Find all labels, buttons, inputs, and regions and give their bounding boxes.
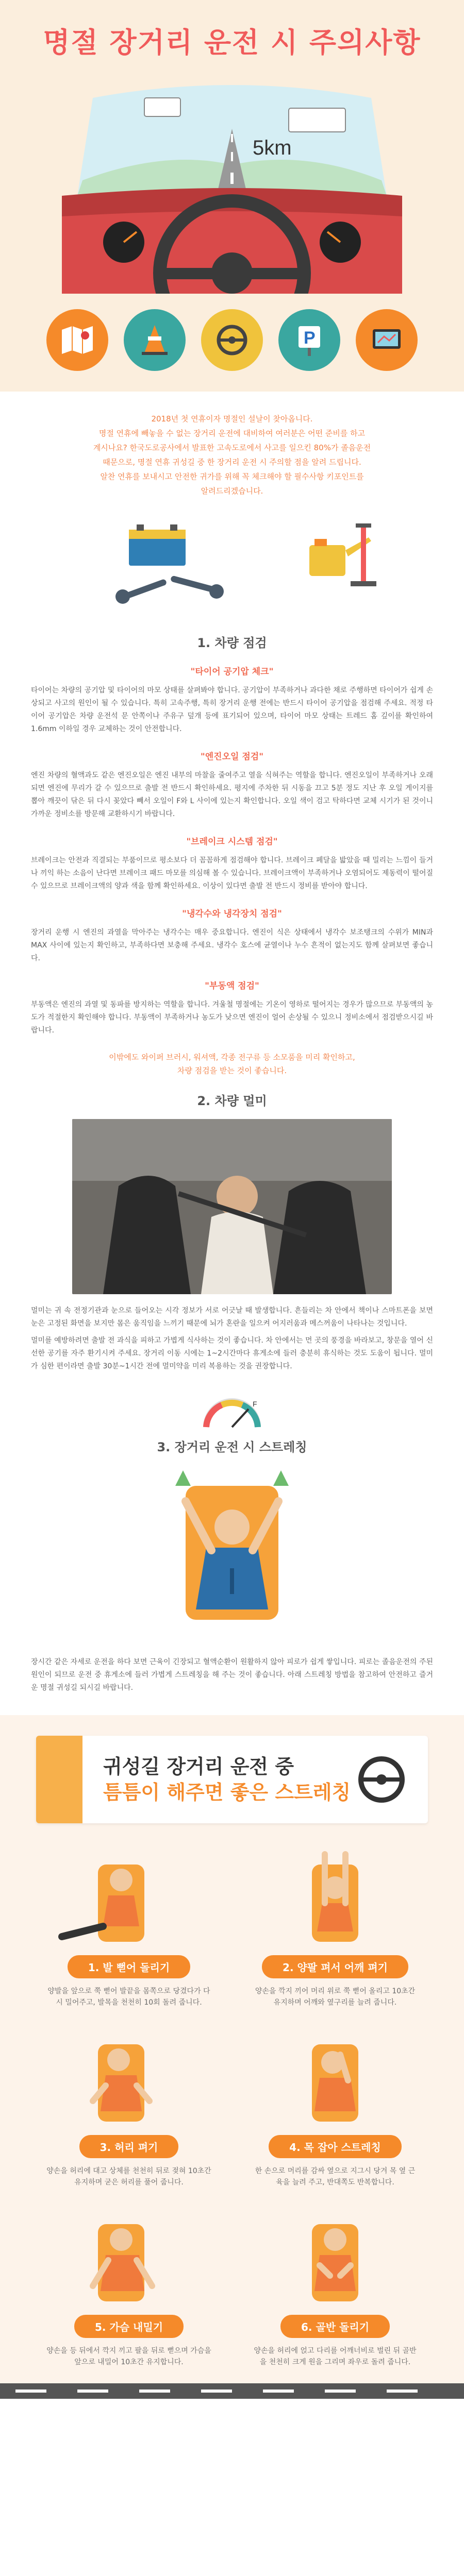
banner-line: 틈틈이 해주면 좋은 스트레칭 — [103, 1781, 351, 1804]
item-text: 브레이크는 안전과 직결되는 부품이므로 평소보다 더 꼼꼼하게 점검해야 합니다. 브레이크 페달을 밟았을 때 밀리는 느낌이 들거나 끼익 하는 소음이 난다면 브레이크 패드 마모를 의심해 볼 수 있습니다. 브레이크액이 부족하거나 오염되어도 제동력이 떨어질 수 있으므로 브레이크액의 양과 색을 함께 확인하세요. 이상이 있다면 출발 전 반드시 정비를 받아야 합니다. — [31, 856, 433, 890]
section-text: 멀미는 귀 속 전정기관과 눈으로 들어오는 시각 정보가 서로 어긋날 때 발생합니다. 흔들리는 차 안에서 책이나 스마트폰을 보면 눈은 고정된 화면을 보지만 몸은 움직임을 느끼기 때문에 뇌가 혼란을 일으켜 어지러움과 메스꺼움이 나타나는 것입니다. — [31, 1307, 433, 1328]
stretch-figure-icon — [242, 2204, 428, 2312]
highlight-note — [31, 1050, 433, 1077]
car-dashboard-illustration — [62, 77, 402, 294]
hero-icon-row — [0, 309, 464, 371]
highlight-line: 이밖에도 와이퍼 브러시, 워셔액, 각종 전구류 등 소모품을 미리 확인하고, — [109, 1053, 355, 1062]
stretch-desc: 양손을 허리에 대고 상체를 천천히 뒤로 젖혀 10초간 유지하며 굳은 허리를 풀어 줍니다. — [46, 2167, 211, 2187]
highlight-line: 차량 점검을 받는 것이 좋습니다. — [177, 1066, 287, 1075]
sign-board-icon — [144, 98, 180, 116]
stretch-figure-icon — [36, 1844, 222, 1952]
intro-line: 2018년 첫 연휴이자 명절인 설날이 찾아옵니다. — [151, 414, 313, 423]
steering-wheel-icon — [201, 309, 263, 371]
item-text: 부동액은 엔진의 과열 및 동파를 방지하는 역할을 합니다. 겨울철 명절에는 기온이 영하로 떨어지는 경우가 많으므로 부동액의 농도가 적절한지 확인해야 합니다. 부동액이 부족하거나 농도가 낮으면 엔진이 얼어 손상될 수 있으니 정비소에서 점검받으시길 바랍니다. — [31, 1001, 433, 1035]
steering-wheel-icon — [356, 1754, 407, 1805]
car-seat-photo — [72, 1119, 392, 1294]
gauge-label: F — [253, 1400, 257, 1408]
item-title: "냉각수와 냉각장치 점검" — [182, 909, 282, 919]
fuel-gauge-icon — [0, 1394, 464, 1432]
stretch-title: 6. 골반 돌리기 — [280, 2315, 390, 2338]
stretch-title: 1. 발 뻗어 돌리기 — [68, 1955, 190, 1978]
stretch-title: 4. 목 잡아 스트레칭 — [269, 2135, 402, 2158]
item-text: 장거리 운행 시 엔진의 과열을 막아주는 냉각수는 매우 중요합니다. 엔진이 식은 상태에서 냉각수 보조탱크의 수위가 MIN과 MAX 사이에 있는지 확인하고, 부족하다면 보충해 주세요. 냉각수 호스에 균열이나 누수 흔적이 없는지도 함께 살펴보면 좋습니다. — [31, 928, 433, 962]
stretch-title: 5. 가슴 내밀기 — [74, 2315, 184, 2338]
map-icon — [46, 309, 108, 371]
traffic-cone-icon — [124, 309, 186, 371]
intro-section — [0, 392, 464, 509]
page-title: 명절 장거리 운전 시 주의사항 — [43, 26, 421, 59]
section-title: 2. 차량 멀미 — [197, 1094, 267, 1108]
intro-line: 계시나요? 한국도로공사에서 발표한 고속도로에서 사고를 일으킨 80%가 졸음운전 — [93, 443, 371, 452]
stretch-title: 3. 허리 펴기 — [79, 2135, 179, 2158]
parking-sign-icon — [278, 309, 340, 371]
hero-section — [0, 0, 464, 392]
stretching-infographic — [0, 1715, 464, 2399]
stretch-title: 2. 양팔 펴서 어깨 펴기 — [262, 1955, 408, 1978]
intro-line: 명절 연휴에 빼놓을 수 없는 장거리 운전에 대비하여 여러분은 어떤 준비를 하고 — [98, 429, 366, 438]
stretch-desc: 양발을 앞으로 쭉 뻗어 발끝을 몸쪽으로 당겼다가 다시 밀어주고, 발목을 천천히 10회 돌려 줍니다. — [47, 1987, 210, 2007]
stretch-figure-icon — [242, 2024, 428, 2132]
battery-icon — [129, 524, 186, 566]
stretch-figure-icon — [242, 1844, 428, 1952]
car-maintenance-illustration — [0, 509, 464, 638]
item-title: "부동액 점검" — [205, 981, 259, 991]
sat-nav-icon — [356, 309, 418, 371]
item-text: 타이어는 차량의 공기압 및 타이어의 마모 상태를 살펴봐야 합니다. 공기압이 부족하거나 과다한 채로 주행하면 타이어가 쉽게 손상되고 사고의 원인이 될 수 있습니다. 특히 고속주행, 특히 장거리 운행 전에는 반드시 타이어 공기압을 점검해 주세요. 적정 타이어 공기압은 차량 운전석 문 안쪽이나 주유구 덮개 등에 표기되어 있으며, 타이어 마모 상태는 트레드 홈 깊이를 확인하여 1.6mm 이하일 경우 교체하는 것이 안전합니다. — [31, 686, 433, 733]
item-title: "타이어 공기압 체크" — [190, 667, 274, 677]
stretch-figure-icon — [36, 2204, 222, 2312]
stretch-desc: 양손을 깍지 끼어 머리 위로 쭉 뻗어 올리고 10초간 유지하며 어깨와 옆구리를 늘려 줍니다. — [255, 1987, 416, 2007]
section-text: 멀미를 예방하려면 출발 전 과식을 피하고 가볍게 식사하는 것이 좋습니다. 차 안에서는 먼 곳의 풍경을 바라보고, 창문을 열어 신선한 공기를 자주 환기시켜 주세요. 장거리 이동 시에는 1~2시간마다 휴게소에 들러 충분히 휴식하는 것도 도움이 됩니다. 멀미가 심한 편이라면 출발 30분~1시간 전에 멀미약을 미리 복용하는 것을 권장합니다. — [31, 1336, 433, 1370]
svg-text:P: P — [304, 328, 316, 348]
stretch-card-grid — [36, 1844, 428, 2368]
air-pump-icon — [351, 523, 376, 586]
section-stretching — [0, 1394, 464, 1694]
stretch-desc: 양손을 허리에 얹고 다리를 어깨너비로 벌린 뒤 골반을 천천히 크게 원을 그리며 좌우로 돌려 줍니다. — [254, 2347, 417, 2366]
section-vehicle-check — [0, 633, 464, 1077]
section-title: 3. 장거리 운전 시 스트레칭 — [157, 1440, 307, 1454]
wrench-icon — [115, 575, 224, 604]
intro-line: 알려드리겠습니다. — [201, 486, 263, 496]
item-title: "브레이크 시스템 점검" — [186, 837, 278, 847]
stretch-card — [242, 2024, 428, 2188]
item-title: "엔진오일 점검" — [200, 752, 264, 762]
intro-line: 알찬 연휴를 보내시고 안전한 귀가를 위해 꼭 체크해야 할 필수사항 키포인트를 — [100, 472, 364, 481]
speed-label: 5km — [253, 137, 292, 159]
banner-line: 귀성길 장거리 운전 중 — [103, 1755, 294, 1778]
banner-title — [82, 1754, 351, 1805]
stretch-card — [36, 2024, 222, 2188]
intro-line: 때문으로, 명절 연휴 귀성길 중 한 장거리 운전 시 주의할 점을 알려 드립니다. — [103, 457, 361, 467]
stretch-desc: 양손을 등 뒤에서 깍지 끼고 팔을 뒤로 뻗으며 가슴을 앞으로 내밀어 10초간 유지합니다. — [46, 2347, 211, 2366]
stretch-card — [242, 1844, 428, 2008]
item-text: 엔진 차량의 혈액과도 같은 엔진오일은 엔진 내부의 마찰을 줄여주고 열을 식혀주는 역할을 합니다. 엔진오일이 부족하거나 오래되면 엔진에 무리가 갈 수 있으므로 출발 전 반드시 확인하세요. 평지에 주차한 뒤 시동을 끄고 5분 정도 지난 후 오일 게이지를 뽑아 깨끗이 닦은 뒤 다시 꽂았다 빼서 오일이 F와 L 사이에 있는지 확인합니다. 오일 색이 검고 탁하다면 교체 시기가 된 것이니 가까운 정비소를 방문해 교환하시기 바랍니다. — [31, 771, 433, 818]
stretch-card — [36, 1844, 222, 2008]
road-dash-decoration — [0, 2383, 464, 2399]
stretch-card — [36, 2204, 222, 2368]
stretching-driver-illustration — [155, 1465, 309, 1640]
section-title: 1. 차량 점검 — [197, 636, 267, 650]
stretch-desc: 한 손으로 머리를 감싸 옆으로 지그시 당겨 목 옆 근육을 늘려 주고, 반대쪽도 반복합니다. — [255, 2167, 416, 2187]
infographic-banner — [36, 1736, 428, 1823]
section-text: 장시간 같은 자세로 운전을 하다 보면 근육이 긴장되고 혈액순환이 원활하지 않아 피로가 쉽게 쌓입니다. 피로는 졸음운전의 주된 원인이 되므로 운전 중 휴게소에 들러 가볍게 스트레칭을 해 주는 것이 좋습니다. 아래 스트레칭 방법을 참고하여 안전하고 즐거운 명절 귀성길 되시길 바랍니다. — [31, 1658, 433, 1692]
section-motion-sickness — [0, 1091, 464, 1373]
stretch-figure-icon — [36, 2024, 222, 2132]
banner-accent — [36, 1736, 82, 1823]
stretch-card — [242, 2204, 428, 2368]
